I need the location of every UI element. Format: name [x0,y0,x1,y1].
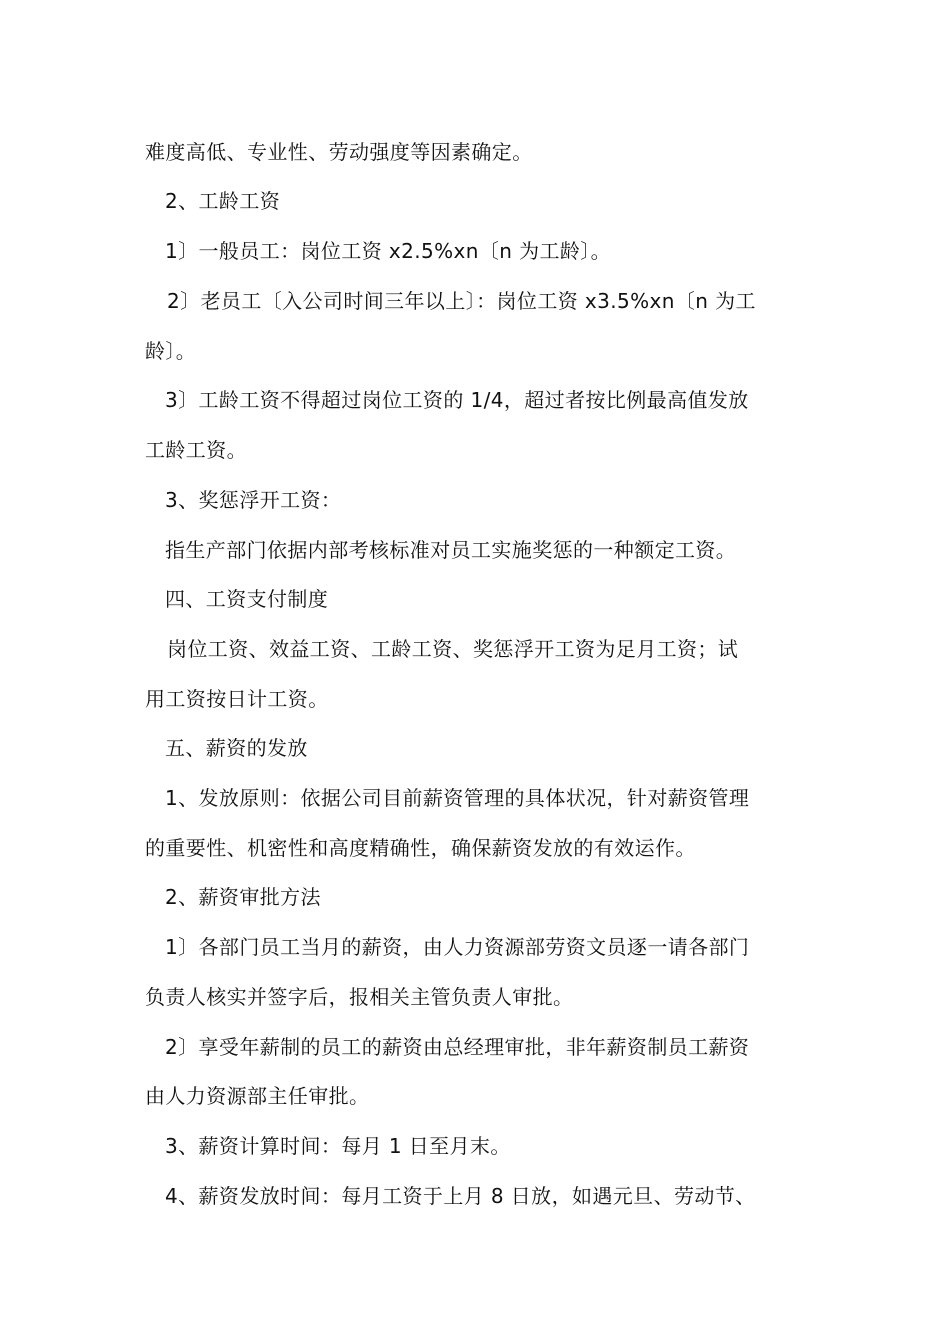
text-line: 3〕工龄工资不得超过岗位工资的 1/4，超过者按比例最高值发放 [165,388,749,412]
section-heading: 2、工龄工资 [165,189,281,213]
text-line: 岗位工资、效益工资、工龄工资、奖惩浮开工资为足月工资；试 [167,637,739,661]
text-line: 负责人核实并签字后，报相关主管负责人审批。 [145,985,574,1009]
section-heading: 2、薪资审批方法 [165,885,321,909]
section-heading: 四、工资支付制度 [165,587,329,611]
text-line: 用工资按日计工资。 [145,687,329,711]
text-line: 指生产部门依据内部考核标准对员工实施奖惩的一种额定工资。 [165,538,737,562]
text-line: 2〕老员工〔入公司时间三年以上〕：岗位工资 x3.5%xn〔n 为工 [167,289,756,313]
text-line: 1、发放原则：依据公司目前薪资管理的具体状况，针对薪资管理 [165,786,750,810]
text-line: 1〕各部门员工当月的薪资，由人力资源部劳资文员逐一请各部门 [165,935,750,959]
text-line: 工龄工资。 [145,438,247,462]
text-line: 由人力资源部主任审批。 [145,1084,370,1108]
text-line: 1〕一般员工：岗位工资 x2.5%xn〔n 为工龄〕。 [165,239,612,263]
text-line: 难度高低、专业性、劳动强度等因素确定。 [145,140,533,164]
section-heading: 五、薪资的发放 [165,736,308,760]
text-line: 4、薪资发放时间：每月工资于上月 8 日放，如遇元旦、劳动节、 [165,1184,756,1208]
text-line: 2〕享受年薪制的员工的薪资由总经理审批，非年薪资制员工薪资 [165,1035,750,1059]
section-heading: 3、奖惩浮开工资： [165,488,342,512]
text-line: 龄〕。 [145,339,197,363]
text-line: 3、薪资计算时间：每月 1 日至月末。 [165,1134,511,1158]
text-line: 的重要性、机密性和高度精确性，确保薪资发放的有效运作。 [145,836,696,860]
